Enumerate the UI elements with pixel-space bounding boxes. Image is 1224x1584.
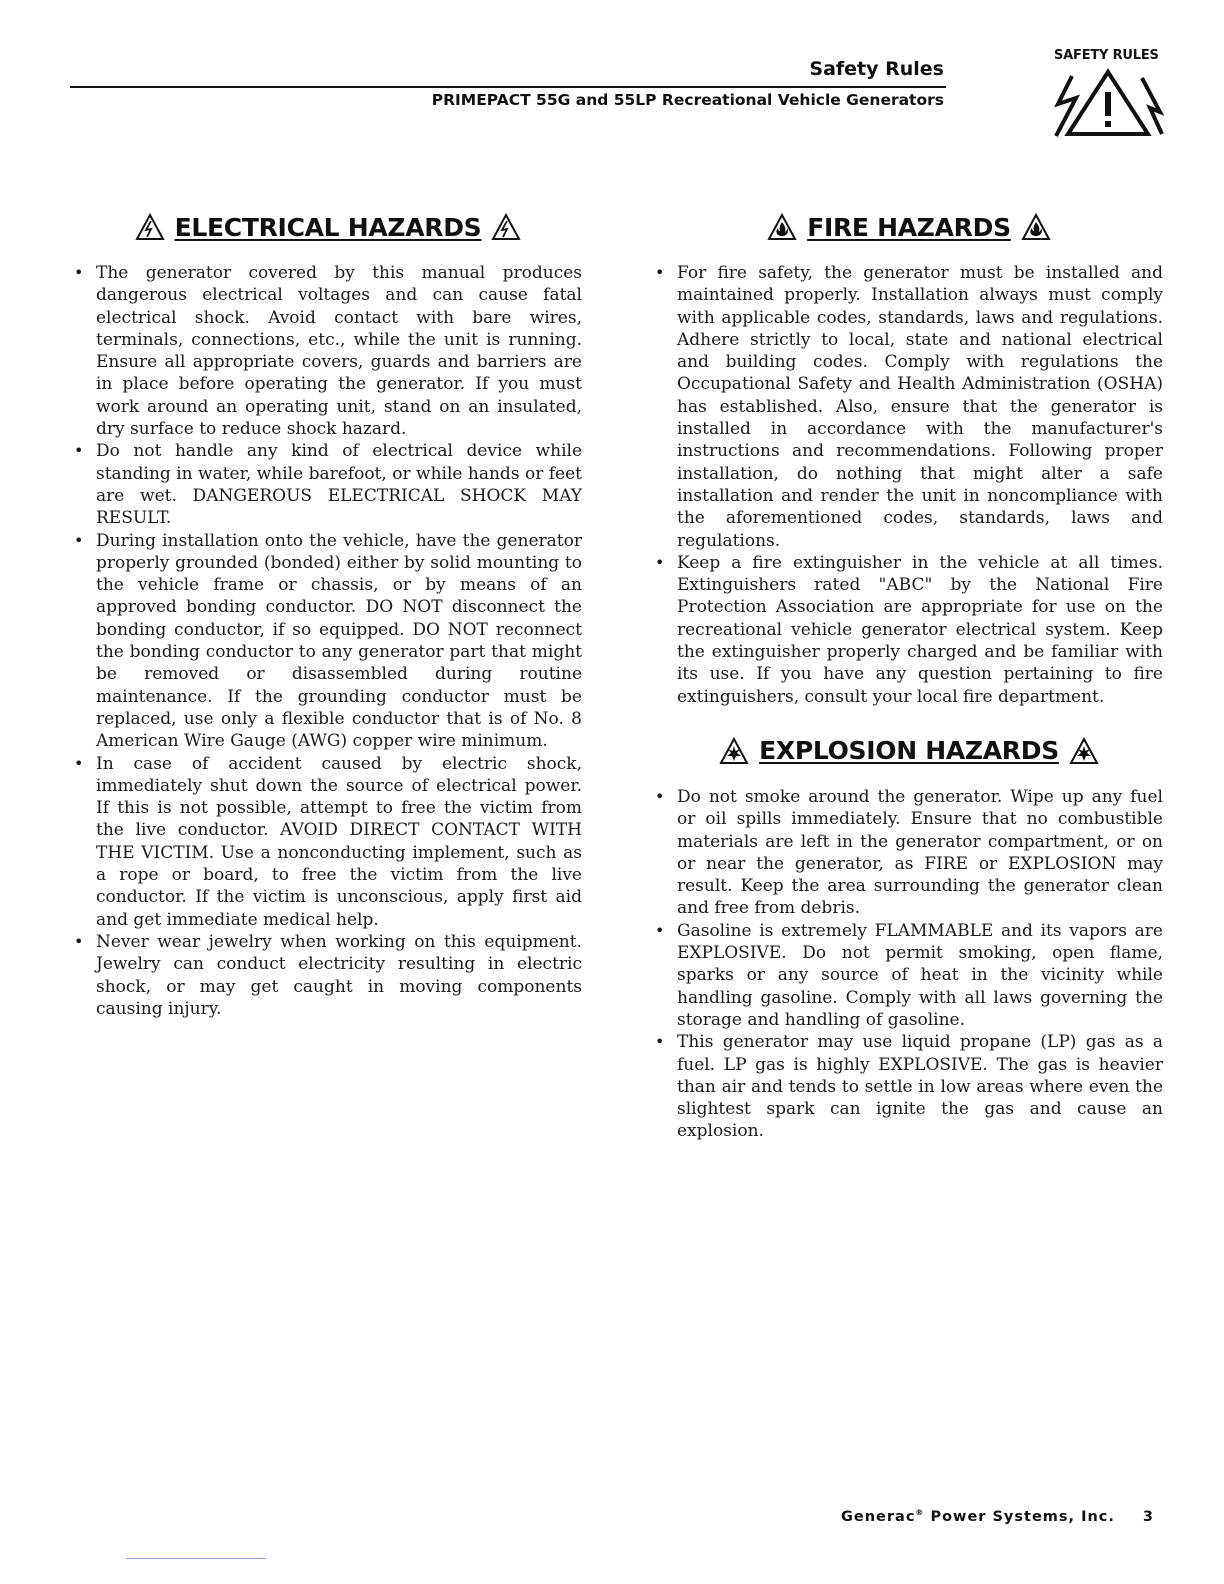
explosion-hazards-title: EXPLOSION HAZARDS: [759, 736, 1059, 766]
explosion-hazards-section: [655, 728, 1163, 1143]
footer-company-rest: Power Systems, Inc.: [924, 1508, 1115, 1525]
fire-warning-icon: [767, 213, 797, 241]
electrical-hazards-list: [74, 262, 582, 1020]
safety-rules-label: SAFETY RULES: [1054, 48, 1159, 63]
explosion-hazards-heading: [655, 728, 1163, 774]
list-item: • For fire safety, the generator must be installed and maintained properly. Installation always must comply with applicable codes, standards, laws and regulations. Adhere strictly to local, state and national electrical and building codes. Comply with regulations the Occupational Safety and Health Administration (OSHA) has established. Also, ensure that the generator is installed in accordance with the manufacturer's instructions and recommendations. Following proper installation, do nothing that might alter a safe installation and render the unit in noncompliance with the aforementioned codes, standards, laws and regulations.: [655, 262, 1163, 552]
list-item: • In case of accident caused by electric shock, immediately shut down the source of electrical power. If this is not possible, attempt to free the victim from the live conductor. AVOID DIRECT CONTACT WITH THE VICTIM. Use a nonconducting implement, such as a rope or board, to free the victim from the live conductor. If the victim is unconscious, apply first aid and get immediate medical help.: [74, 753, 582, 931]
fire-explosion-column: [655, 204, 1163, 1143]
explosion-warning-icon: [1069, 737, 1099, 765]
page-footer: [841, 1508, 1154, 1525]
list-item: • Never wear jewelry when working on this equipment. Jewelry can conduct electricity resulting in electric shock, or may get caught in moving components causing injury.: [74, 931, 582, 1020]
list-item: • During installation onto the vehicle, have the generator properly grounded (bonded) either by solid mounting to the vehicle frame or chassis, or by means of an approved bonding conductor. DO NOT disconnect the bonding conductor, if so equipped. DO NOT reconnect the bonding conductor to any generator part that might be removed or disassembled during routine maintenance. If the grounding conductor must be replaced, use only a flexible conductor that is of No. 8 American Wire Gauge (AWG) copper wire minimum.: [74, 530, 582, 753]
list-item: • Do not handle any kind of electrical device while standing in water, while barefoot, or while hands or feet are wet. DANGEROUS ELECTRICAL SHOCK MAY RESULT.: [74, 440, 582, 529]
explosion-warning-icon: [719, 737, 749, 765]
fire-hazards-section: [655, 204, 1163, 708]
list-item: • Do not smoke around the generator. Wipe up any fuel or oil spills immediately. Ensure that no combustible materials are left in the generator compartment, or on or near the generator, as FIRE or EXPLOSION may result. Keep the area surrounding the generator clean and free from debris.: [655, 786, 1163, 920]
list-item: • This generator may use liquid propane (LP) gas as a fuel. LP gas is highly EXPLOSIVE. The gas is heavier than air and tends to settle in low areas where even the slightest spark can ignite the gas and cause an explosion.: [655, 1031, 1163, 1142]
bottom-rule: [126, 1558, 266, 1559]
electrical-warning-icon: [1050, 68, 1166, 140]
header-rule: [70, 86, 946, 88]
electric-shock-warning-icon: [135, 213, 165, 241]
list-item: • Keep a fire extinguisher in the vehicle at all times. Extinguishers rated "ABC" by the National Fire Protection Association are appropriate for use on the recreational vehicle generator electrical system. Keep the extinguisher properly charged and be familiar with its use. If you have any question pertaining to fire extinguishers, consult your local fire department.: [655, 552, 1163, 708]
fire-hazards-list: [655, 262, 1163, 708]
electric-shock-warning-icon: [491, 213, 521, 241]
footer-reg-mark: ®: [915, 1508, 925, 1517]
footer-company: Generac: [840, 1508, 916, 1525]
fire-hazards-heading: [655, 204, 1163, 250]
explosion-hazards-list: [655, 786, 1163, 1143]
list-item: • Gasoline is extremely FLAMMABLE and its vapors are EXPLOSIVE. Do not permit smoking, open flame, sparks or any source of heat in the vicinity while handling gasoline. Comply with all laws governing the storage and handling of gasoline.: [655, 920, 1163, 1031]
list-item: • The generator covered by this manual produces dangerous electrical voltages and can cause fatal electrical shock. Avoid contact with bare wires, terminals, connections, etc., while the unit is running. Ensure all appropriate covers, guards and barriers are in place before operating the generator. If you must work around an operating unit, stand on an insulated, dry surface to reduce shock hazard.: [74, 262, 582, 440]
electrical-hazards-heading: [74, 204, 582, 250]
fire-hazards-title: FIRE HAZARDS: [807, 212, 1011, 242]
fire-warning-icon: [1021, 213, 1051, 241]
page-number: 3: [1142, 1508, 1154, 1525]
page-subtitle: PRIMEPACT 55G and 55LP Recreational Vehicle Generators: [431, 91, 944, 109]
electrical-hazards-section: [74, 204, 582, 1020]
page-title: Safety Rules: [809, 58, 944, 80]
electrical-hazards-title: ELECTRICAL HAZARDS: [174, 212, 482, 242]
